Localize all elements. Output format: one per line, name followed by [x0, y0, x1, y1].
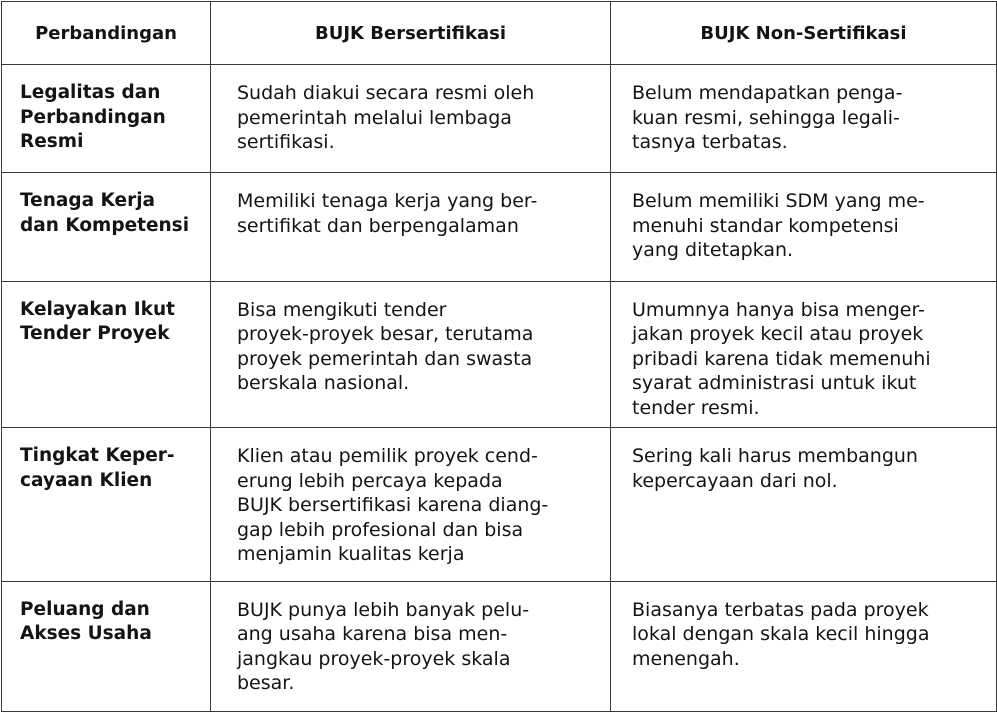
header-row — [2, 2, 997, 65]
comparison-table — [1, 1, 997, 712]
certified-cell — [211, 581, 611, 711]
label-line: Resmi — [20, 131, 84, 152]
text-line: jakan proyek kecil atau proyek — [632, 323, 924, 346]
text-line: kepercayaan dari nol. — [632, 469, 838, 492]
text-line: ang usaha karena bisa men- — [237, 623, 508, 646]
header-bujk-non-sertifikasi: BUJK Non-Sertifikasi — [611, 2, 997, 65]
text-line: Biasanya terbatas pada proyek — [632, 598, 929, 621]
row-legalitas — [2, 65, 997, 173]
text-line: menuhi standar kompetensi — [632, 214, 899, 237]
label-line: Legalitas dan — [20, 82, 161, 103]
certified-cell — [211, 428, 611, 581]
row-label — [2, 281, 211, 427]
label-line: Tingkat Keper- — [20, 445, 175, 467]
text-line: sertifikasi. — [237, 131, 335, 153]
text-line: pribadi karena tidak memenuhi — [632, 347, 931, 370]
row-peluang-akses — [2, 581, 997, 711]
text-line: proyek-proyek besar, terutama — [237, 323, 534, 346]
text-line: sertifikat dan berpengalaman — [237, 214, 519, 237]
text-line: BUJK bersertifikasi karena diang- — [237, 494, 549, 517]
text-line: berskala nasional. — [237, 372, 410, 395]
text-line: Umumnya hanya bisa menger- — [632, 298, 925, 321]
certified-cell — [211, 173, 611, 281]
text-line: lokal dengan skala kecil hingga — [632, 623, 930, 646]
row-label — [2, 428, 211, 581]
text-line: Bisa mengikuti tender — [237, 298, 447, 321]
text-line: kuan resmi, sehingga legali- — [632, 106, 900, 129]
text-line: tasnya terbatas. — [632, 131, 788, 153]
label-line: dan Kompetensi — [20, 214, 190, 236]
row-kepercayaan-klien — [2, 428, 997, 581]
text-line: BUJK punya lebih banyak pelu- — [237, 598, 530, 621]
row-label — [2, 581, 211, 711]
certified-cell — [211, 281, 611, 427]
header-perbandingan: Perbandingan — [2, 2, 211, 65]
non-certified-cell — [611, 281, 997, 427]
non-certified-cell — [611, 65, 997, 173]
text-line: syarat administrasi untuk ikut — [632, 372, 917, 395]
text-line: menengah. — [632, 647, 740, 670]
label-line: Kelayakan Ikut — [20, 298, 175, 320]
text-line: gap lebih profesional dan bisa — [237, 518, 524, 541]
text-line: besar. — [237, 672, 295, 695]
text-line: yang ditetapkan. — [632, 239, 794, 262]
non-certified-cell — [611, 428, 997, 581]
text-line: pemerintah melalui lembaga — [237, 106, 512, 129]
label-line: cayaan Klien — [20, 469, 153, 491]
certified-cell — [211, 65, 611, 173]
text-line: erung lebih percaya kepada — [237, 469, 503, 492]
text-line: tender resmi. — [632, 396, 760, 419]
label-line: Akses Usaha — [20, 623, 152, 645]
non-certified-cell — [611, 581, 997, 711]
text-line: Sering kali harus membangun — [632, 445, 918, 468]
text-line: Sudah diakui secara resmi oleh — [237, 82, 535, 104]
row-kelayakan-tender — [2, 281, 997, 427]
header-bujk-bersertifikasi: BUJK Bersertifikasi — [211, 2, 611, 65]
text-line: Klien atau pemilik proyek cend- — [237, 445, 538, 468]
non-certified-cell — [611, 173, 997, 281]
text-line: proyek pemerintah dan swasta — [237, 347, 533, 370]
text-line: Belum memiliki SDM yang me- — [632, 190, 925, 213]
label-line: Tender Proyek — [20, 323, 170, 345]
text-line: Belum mendapatkan penga- — [632, 82, 903, 104]
label-line: Peluang dan — [20, 598, 150, 620]
row-tenaga-kerja — [2, 173, 997, 281]
label-line: Perbandingan — [20, 106, 166, 128]
label-line: Tenaga Kerja — [20, 190, 156, 212]
text-line: jangkau proyek-proyek skala — [237, 647, 511, 670]
text-line: menjamin kualitas kerja — [237, 543, 465, 566]
row-label — [2, 65, 211, 173]
text-line: Memiliki tenaga kerja yang ber- — [237, 190, 538, 213]
row-label — [2, 173, 211, 281]
